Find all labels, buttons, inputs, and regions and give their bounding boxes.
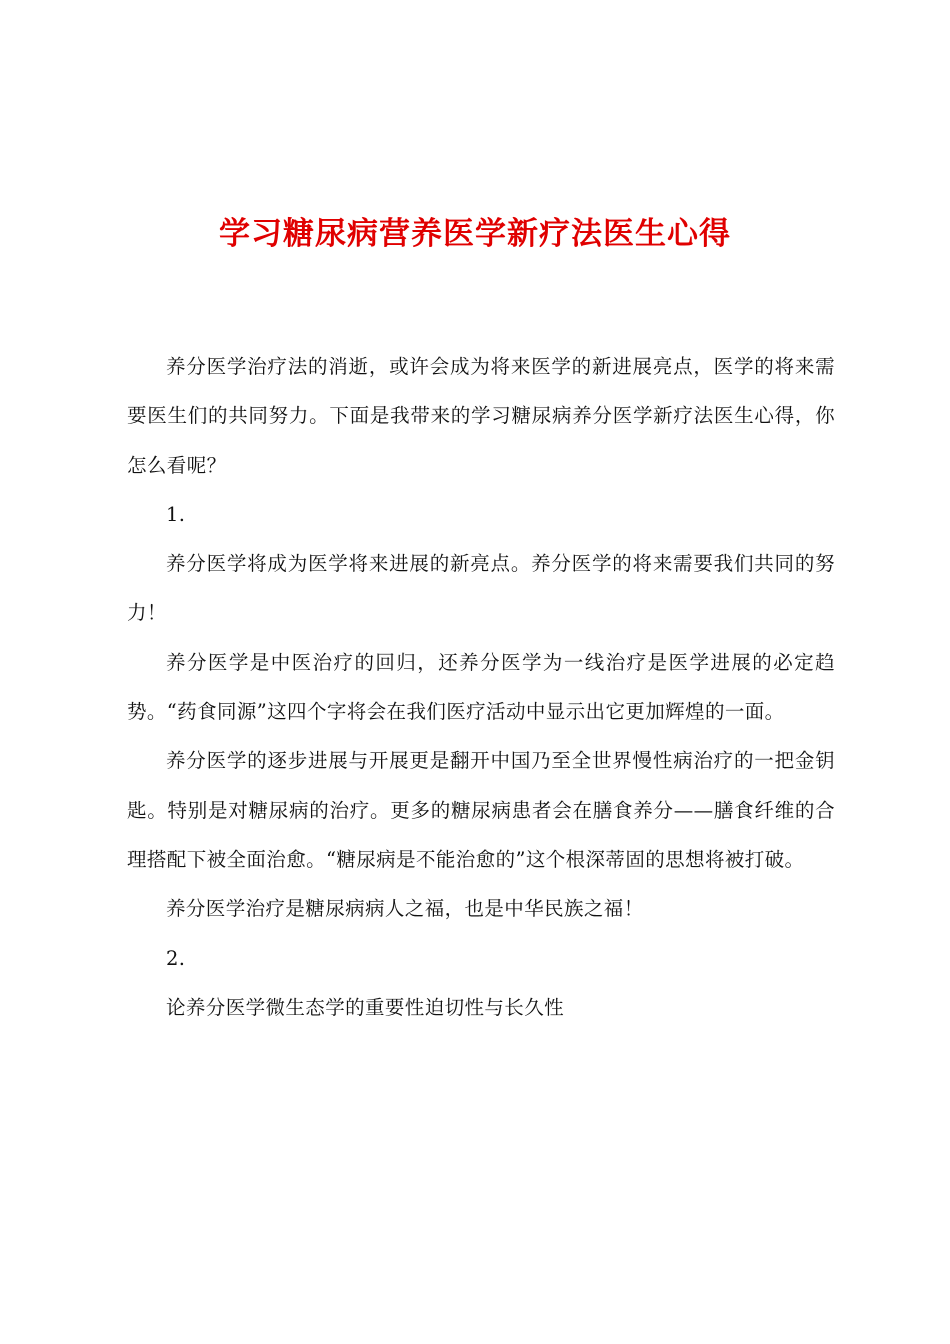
paragraph-intro: 养分医学治疗法的消逝，或许会成为将来医学的新进展亮点，医学的将来需要医生们的共同努力。下面是我带来的学习糖尿病养分医学新疗法医生心得，你怎么看呢？ — [127, 355, 835, 477]
paragraph: 养分医学是中医治疗的回归，还养分医学为一线治疗是医学进展的必定趋势。“药食同源”这四个字将会在我们医疗活动中显示出它更加辉煌的一面。 — [127, 650, 835, 724]
paragraph: 养分医学的逐步进展与开展更是翻开中国乃至全世界慢性病治疗的一把金钥匙。特别是对糖尿病的治疗。更多的糖尿病患者会在膳食养分——膳食纤维的合理搭配下被全面治愈。“糖尿病是不能治愈的”这个根深蒂固的思想将被打破。 — [127, 749, 835, 871]
section-number-1: 1. — [166, 502, 186, 526]
document-body — [127, 342, 835, 1032]
paragraph: 养分医学将成为医学将来进展的新亮点。养分医学的将来需要我们共同的努力！ — [127, 552, 835, 625]
section-number-2: 2. — [166, 946, 186, 970]
document-title: 学习糖尿病营养医学新疗法医生心得 — [219, 216, 731, 252]
section-heading: 论养分医学微生态学的重要性迫切性与长久性 — [166, 995, 565, 1019]
paragraph: 养分医学治疗是糖尿病病人之福，也是中华民族之福！ — [166, 897, 644, 921]
